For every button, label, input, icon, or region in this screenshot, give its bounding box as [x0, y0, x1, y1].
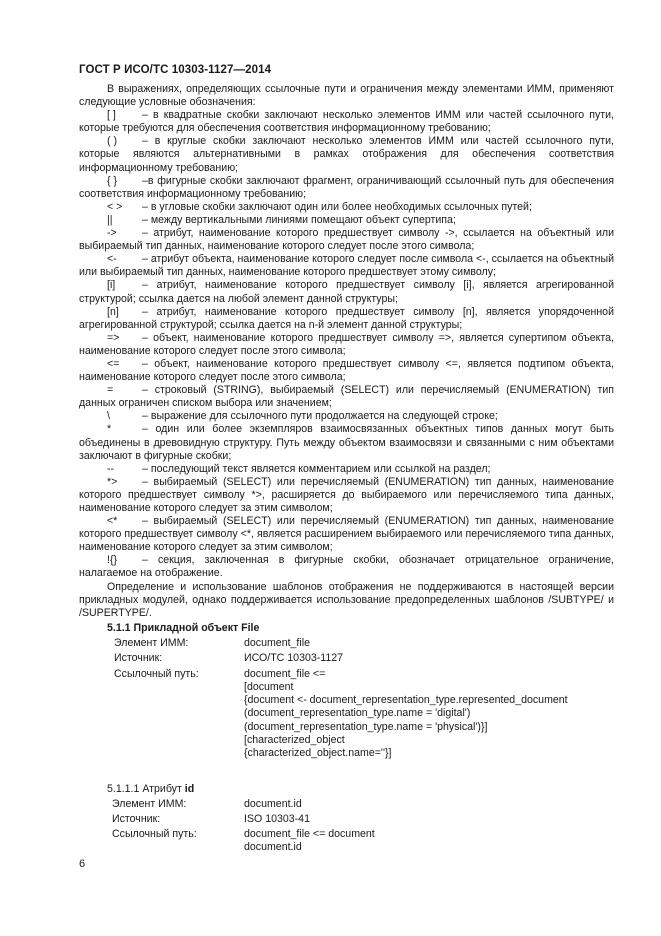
symbol-item [79, 306, 614, 332]
symbol-item [79, 358, 614, 384]
symbol-description: – секция, заключенная в фигурные скобки, обозначает отрицательное ограничение, налагаемое на отображение. [79, 554, 614, 580]
symbol-item [79, 384, 614, 410]
symbol-item [79, 423, 614, 462]
mapping-value [244, 668, 614, 761]
symbol-mark: !{} [107, 554, 118, 567]
symbol-item [79, 279, 614, 305]
subsection-title [79, 783, 614, 796]
symbol-mark: -> [107, 227, 117, 240]
symbol-item [79, 463, 614, 476]
symbol-item [79, 332, 614, 358]
symbol-mark: <* [107, 515, 118, 528]
symbol-item [79, 135, 614, 174]
symbol-list [79, 109, 614, 580]
mapping-value-line: [document [244, 680, 294, 693]
mapping-row [79, 668, 614, 761]
mapping-label: Элемент ИММ: [114, 636, 189, 649]
mapping-row [79, 828, 614, 854]
symbol-mark: || [107, 213, 113, 226]
symbol-description: – между вертикальными линиями помещают объект супертипа; [142, 213, 456, 226]
symbol-description: – выбираемый (SELECT) или перечисляемый (ENUMERATION) тип данных, наименование которого предшествует символу <*, является расширением выбираемого или перечисляемого типа данных, наименование которого следует за этим символом; [79, 515, 614, 554]
note-paragraph: Определение и использование шаблонов отображения не поддерживаются в настоящей версии прикладных модулей, однако поддерживается использование предопределенных шаблонов /SUBTYPE/ и /SUPERTYPE/. [79, 580, 614, 619]
mapping-value-line: {characterized_object.name=''}] [244, 747, 392, 760]
mapping-value-line: ИСО/ТС 10303-1127 [244, 652, 344, 665]
section-2-table [79, 798, 614, 854]
mapping-value-line: (document_representation_type.name = 'digital') [244, 707, 471, 720]
mapping-row [79, 652, 614, 665]
symbol-item [79, 410, 614, 423]
symbol-mark: [ ] [107, 109, 116, 122]
symbol-item [79, 476, 614, 515]
symbol-mark: { } [107, 174, 118, 187]
symbol-mark: => [107, 331, 120, 344]
mapping-value [244, 798, 614, 811]
mapping-value [244, 637, 614, 650]
mapping-value-line: document_file [244, 636, 310, 649]
symbol-mark: ( ) [107, 135, 117, 148]
symbol-description: – атрибут, наименование которого предшествует символу ->, ссылается на объектный или выбираемый тип данных, наименование которого следует после этого символа; [79, 227, 614, 253]
document-header: ГОСТ Р ИСО/ТС 10303-1127—2014 [79, 64, 272, 76]
mapping-value-line: document_file <= [244, 667, 326, 680]
page-number: 6 [79, 858, 86, 870]
symbol-description: –в фигурные скобки заключают фрагмент, ограничивающий ссылочный путь для обеспечения соответствия информационному требованию; [79, 174, 614, 200]
symbol-description: – в круглые скобки заключают несколько элементов ИММ или частей ссылочного пути, которые являются альтернативными в рамках отображения для обеспечения соответствия информационному требованию; [79, 135, 614, 174]
symbol-item [79, 109, 614, 135]
symbol-mark: <- [107, 253, 117, 266]
symbol-item [79, 227, 614, 253]
symbol-mark: * [107, 423, 112, 436]
symbol-item [79, 253, 614, 279]
symbol-mark: -- [107, 462, 115, 475]
mapping-value-line: (document_representation_type.name = 'physical')}] [244, 720, 488, 733]
symbol-item [79, 515, 614, 554]
symbol-description: – атрибут, наименование которого предшествует символу [i], является агрегированной структурой; ссылка дается на любой элемент данной структуры; [79, 279, 614, 305]
mapping-value [244, 813, 614, 826]
symbol-mark: [i] [107, 279, 116, 292]
symbol-description: – атрибут объекта, наименование которого следует после символа <-, ссылается на объектный или выбираемый тип данных, наименование которого предшествует этому символу; [79, 253, 614, 279]
mapping-row [79, 637, 614, 650]
symbol-description: – выражение для ссылочного пути продолжается на следующей строке; [142, 410, 498, 423]
symbol-item [79, 214, 614, 227]
symbol-description: – объект, наименование которого предшествует символу =>, является супертипом объекта, наименование которого следует после этого символа; [79, 331, 614, 357]
mapping-label: Ссылочный путь: [114, 667, 199, 680]
mapping-label: Ссылочный путь: [112, 827, 197, 840]
mapping-value-line: {document <- document_representation_type.represented_document [244, 694, 568, 707]
symbol-description: – атрибут, наименование которого предшествует символу [n], является упорядоченной агрегированной структурой; ссылка дается на n-й элемент данной структуры; [79, 305, 614, 331]
mapping-row [79, 813, 614, 826]
symbol-mark: <= [107, 357, 120, 370]
symbol-description: – в квадратные скобки заключают несколько элементов ИММ или частей ссылочного пути, которые требуются для обеспечения соответствия информационному требованию; [79, 109, 614, 135]
symbol-mark: \ [107, 410, 110, 423]
symbol-item [79, 175, 614, 201]
mapping-value-line: document.id [244, 840, 302, 853]
symbol-description: – один или более экземпляров взаимосвязанных объектных типов данных могут быть объединены в древовидную структуру. Путь между объектом взаимосвязи и связанными с ним объектами заключают в фигурные скобки; [79, 423, 614, 462]
section-title: 5.1.1 Прикладной объект File [107, 621, 260, 634]
symbol-description: – последующий текст является комментарием или ссылкой на раздел; [142, 462, 491, 475]
document-body [79, 83, 614, 854]
subsection-prefix: 5.1.1.1 Атрибут [107, 782, 185, 795]
symbol-item [79, 554, 614, 580]
symbol-mark: *> [107, 475, 118, 488]
mapping-label: Источник: [112, 812, 161, 825]
symbol-description: – строковый (STRING), выбираемый (SELECT) или перечисляемый (ENUMERATION) тип данных ограничен списком выбора или значением; [79, 384, 614, 410]
symbol-mark: = [107, 384, 114, 397]
symbol-mark: [n] [107, 305, 119, 318]
mapping-value [244, 652, 614, 665]
mapping-value-line: [characterized_object [244, 734, 345, 747]
symbol-description: – объект, наименование которого предшествует символу <=, является подтипом объекта, наименование которого следует после этого символа; [79, 357, 614, 384]
symbol-mark: < > [107, 200, 123, 213]
subsection-attr: id [184, 782, 195, 795]
symbol-item [79, 201, 614, 214]
mapping-row [79, 798, 614, 811]
mapping-value [244, 828, 614, 854]
section-1-table [79, 637, 614, 761]
mapping-value-line: document_file <= document [244, 827, 375, 840]
mapping-label: Источник: [114, 652, 163, 665]
symbol-description: – в угловые скобки заключают один или более необходимых ссылочных путей; [142, 200, 532, 213]
symbol-description: – выбираемый (SELECT) или перечисляемый (ENUMERATION) тип данных, наименование которого предшествует символу *>, расширяется до выбираемого или перечисляемого типа данных, наименование которого следует за этим символом; [79, 475, 614, 514]
mapping-value-line: ISO 10303-41 [244, 812, 310, 825]
intro-paragraph: В выражениях, определяющих ссылочные пути и ограничения между элементами ИММ, применяют следующие условные обозначения: [79, 83, 614, 109]
mapping-value-line: document.id [244, 797, 302, 810]
mapping-label: Элемент ИММ: [112, 797, 187, 810]
